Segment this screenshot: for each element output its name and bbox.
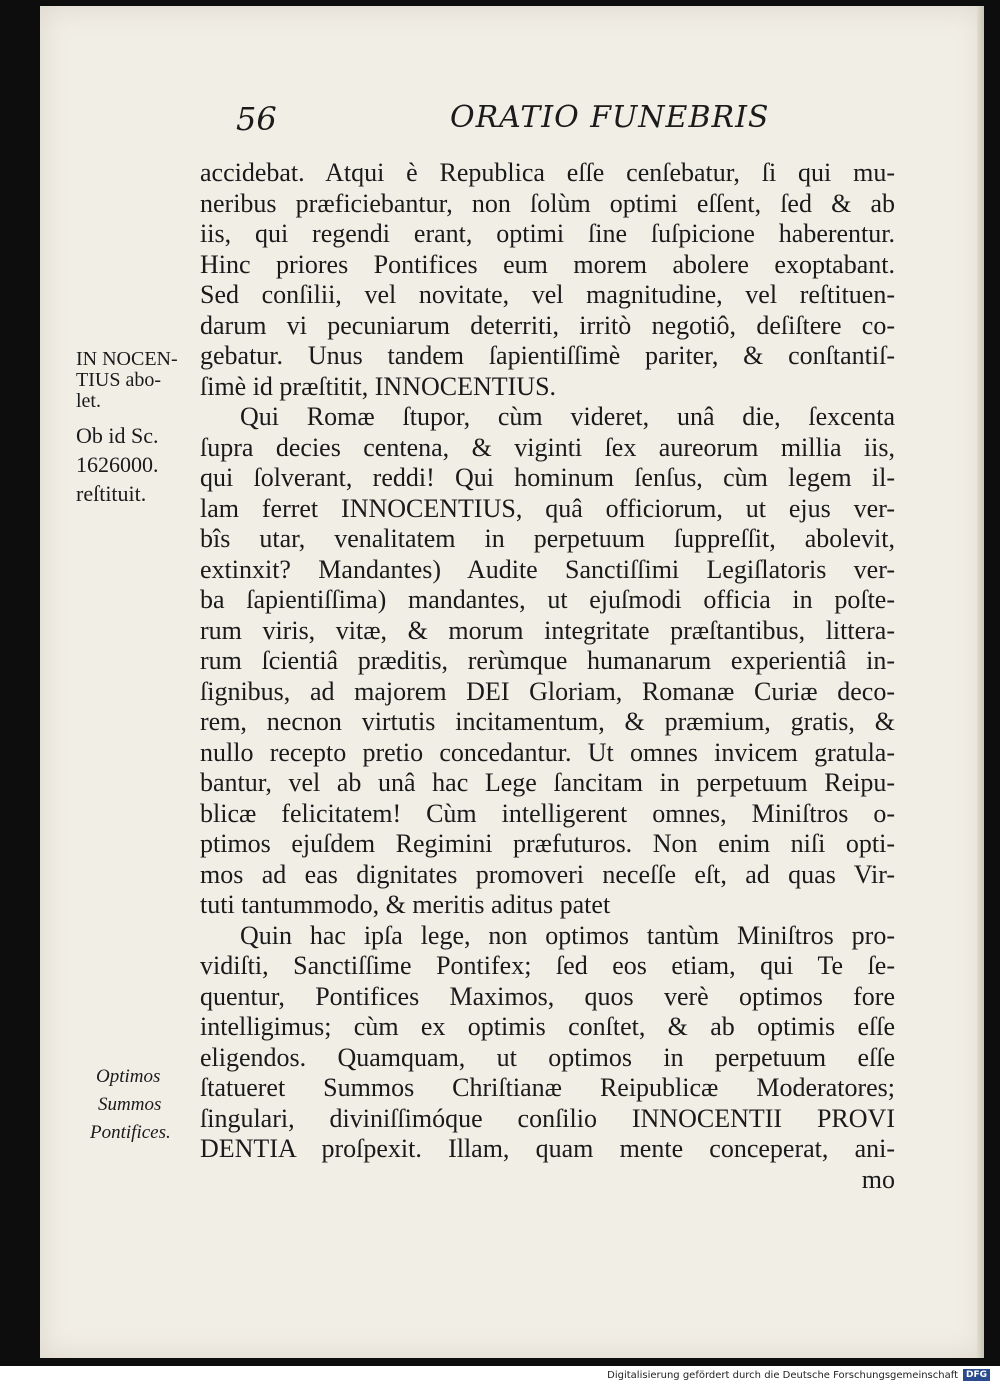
marginal-line: Optimos: [96, 1066, 161, 1087]
marginal-line: reſtituit.: [76, 481, 147, 506]
dfg-logo: DFG: [963, 1369, 990, 1381]
marginal-line: Ob id Sc.: [76, 423, 159, 448]
text-line: Sed conſilii, vel novitate, vel magnitudine, vel reſtituen-: [200, 280, 895, 309]
text-line: mos ad eas dignitates promoveri neceſſe eſt, ad quas Vir-: [200, 859, 895, 889]
text-line: accidebat. Atqui è Republica eſſe cenſebatur, ſi qui mu-: [200, 158, 895, 187]
text-line: neribus præficiebantur, non ſolùm optimi eſſent, ſed & ab: [200, 188, 895, 218]
text-line: extinxit? Mandantes) Audite Sanctiſſimi Legiſlatoris ver-: [200, 554, 895, 584]
marginal-line: TIUS abo-: [76, 369, 161, 391]
marginal-line: let.: [76, 390, 101, 412]
running-title: ORATIO FUNEBRIS: [450, 100, 770, 135]
text-line: DENTIA proſpexit. Illam, quam mente conceperat, ani-: [200, 1134, 895, 1163]
text-line: ſignibus, ad majorem DEI Gloriam, Romanæ Curiæ deco-: [200, 676, 895, 706]
text-line: bantur, vel ab unâ hac Lege ſancitam in perpetuum Reipu-: [200, 768, 895, 797]
text-line: rum viris, vitæ, & morum integritate præſtantibus, littera-: [200, 615, 895, 645]
text-line: ba ſapientiſſima) mandantes, ut ejuſmodi officia in poſte-: [200, 585, 895, 614]
marginal-line: Pontifices.: [90, 1122, 171, 1143]
digitization-credit: Digitalisierung gefördert durch die Deutsche Forschungsgemeinschaft: [607, 1370, 958, 1381]
text-line: nullo recepto pretio concedantur. Ut omnes invicem gratula-: [200, 737, 895, 767]
text-line: eligendos. Quamquam, ut optimos in perpetuum eſſe: [200, 1042, 895, 1072]
text-line: lam ferret INNOCENTIUS, quâ officiorum, ut ejus ver-: [200, 493, 895, 523]
text-line: iis, qui regendi erant, optimi ſine ſuſpicione haberentur.: [200, 219, 895, 248]
text-line: quentur, Pontifices Maximos, quos verè optimos fore: [200, 981, 895, 1011]
marginal-line: IN NOCEN-: [76, 348, 178, 370]
marginal-line: 1626000.: [76, 452, 159, 477]
text-line: Qui Romæ ſtupor, cùm videret, unâ die, ſexcenta: [240, 402, 895, 431]
text-line: qui ſolverant, reddi! Qui hominum ſenſus, cùm legem il-: [200, 463, 895, 492]
text-line: blicæ felicitatem! Cùm intelligerent omnes, Miniſtros o-: [200, 798, 895, 828]
text-line: intelligimus; cùm ex optimis conſtet, & ab optimis eſſe: [200, 1012, 895, 1041]
catchword: mo: [861, 1164, 895, 1194]
text-line: darum vi pecuniarum deterriti, irritò negotiô, deſiſtere co-: [200, 310, 895, 340]
page-number: 56: [236, 100, 277, 138]
text-line: rem, necnon virtutis incitamentum, & præmium, gratis, &: [200, 707, 895, 736]
text-line: bîs utar, venalitatem in perpetuum ſuppreſſit, abolevit,: [200, 524, 895, 553]
text-line: rum ſcientiâ præditis, rerùmque humanarum experientiâ in-: [200, 646, 895, 675]
body-text: [200, 158, 895, 1195]
text-line: ſtatueret Summos Chriſtianæ Reipublicæ Moderatores;: [200, 1073, 895, 1102]
text-line: vidiſti, Sanctiſſime Pontifex; ſed eos etiam, qui Te ſe-: [200, 951, 895, 980]
text-line: ſupra decies centena, & viginti ſex aureorum millia iis,: [200, 432, 895, 462]
page-edge: [977, 6, 984, 1358]
text-line: tuti tantummodo, & meritis aditus patet: [200, 890, 611, 919]
text-line: gebatur. Unus tandem ſapientiſſimè pariter, & conſtantiſ-: [200, 341, 895, 370]
text-line: ſimè id præſtitit, INNOCENTIUS.: [200, 371, 557, 401]
marginal-note-restitution: [76, 421, 216, 508]
marginal-line: Summos: [98, 1094, 162, 1115]
text-line: Hinc priores Pontifices eum morem abolere exoptabant.: [200, 249, 895, 279]
text-line: Quin hac ipſa lege, non optimos tantùm Miniſtros pro-: [240, 920, 895, 950]
text-line: ptimos ejuſdem Regimini præfuturos. Non enim niſi opti-: [200, 829, 895, 858]
marginal-note-innocentius: [76, 349, 216, 412]
text-line: ſingulari, diviniſſimóque conſilio INNOCENTII PROVI: [200, 1103, 895, 1133]
